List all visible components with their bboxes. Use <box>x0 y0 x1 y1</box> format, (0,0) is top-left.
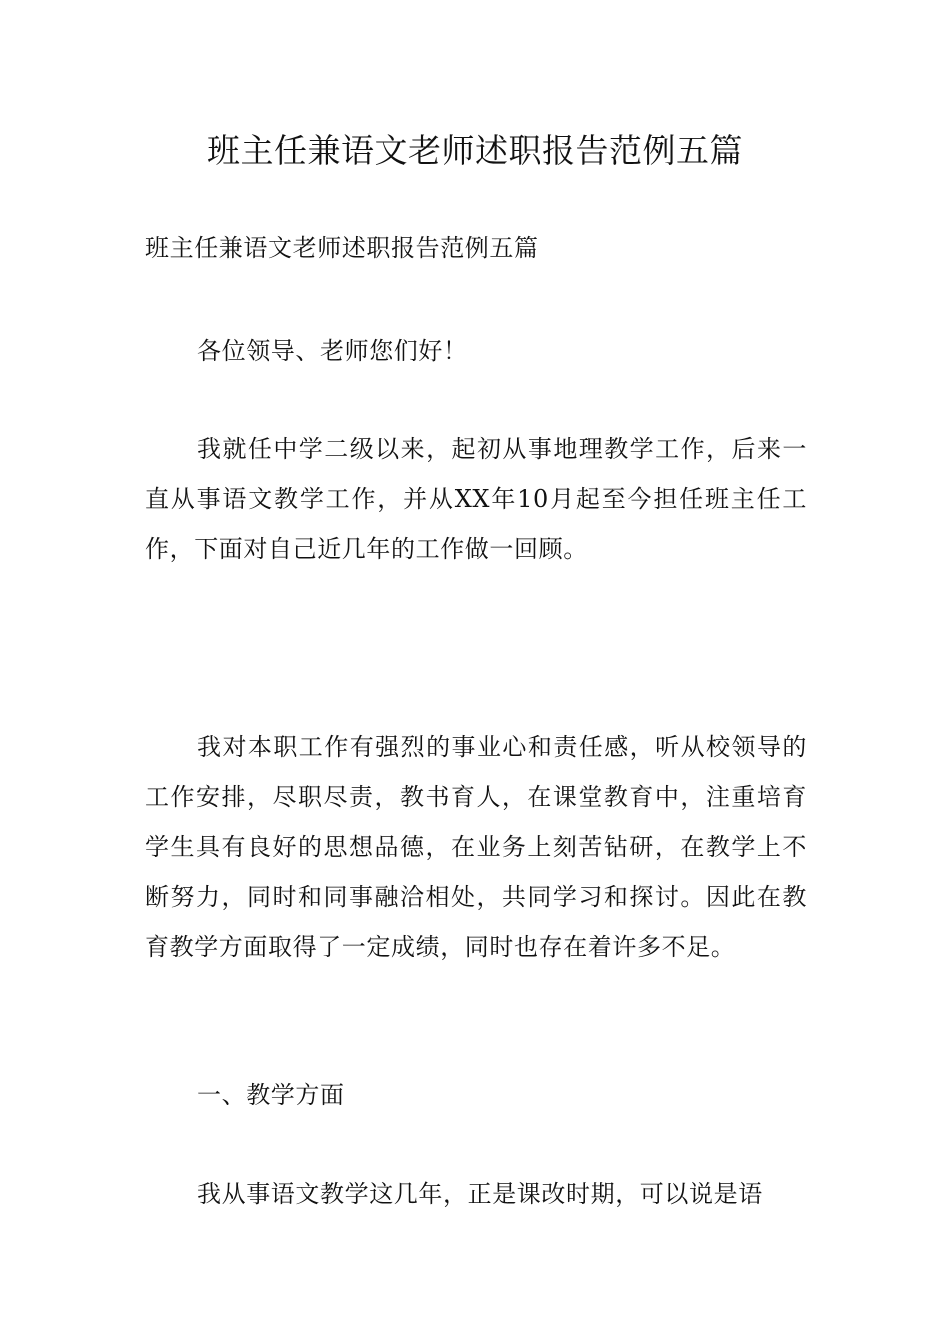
intro-paragraph: 我就任中学二级以来，起初从事地理教学工作，后来一直从事语文教学工作，并从XX年10月起至今担任班主任工作，下面对自己近几年的工作做一回顾。 <box>145 435 807 563</box>
teaching-paragraph: 我从事语文教学这几年，正是课改时期，可以说是语 <box>197 1180 763 1208</box>
greeting-paragraph: 各位领导、老师您们好！ <box>197 337 468 365</box>
duty-paragraph: 我对本职工作有强烈的事业心和责任感，听从校领导的工作安排，尽职尽责，教书育人，在课堂教育中，注重培育学生具有良好的思想品德，在业务上刻苦钻研，在教学上不断努力，同时和同事融洽相处，共同学习和探讨。因此在教育教学方面取得了一定成绩，同时也存在着许多不足。 <box>145 733 807 961</box>
document-title: 班主任兼语文老师述职报告范例五篇 <box>207 131 743 170</box>
subtitle-paragraph: 班主任兼语文老师述职报告范例五篇 <box>145 234 539 262</box>
section-heading: 一、教学方面 <box>197 1081 345 1109</box>
